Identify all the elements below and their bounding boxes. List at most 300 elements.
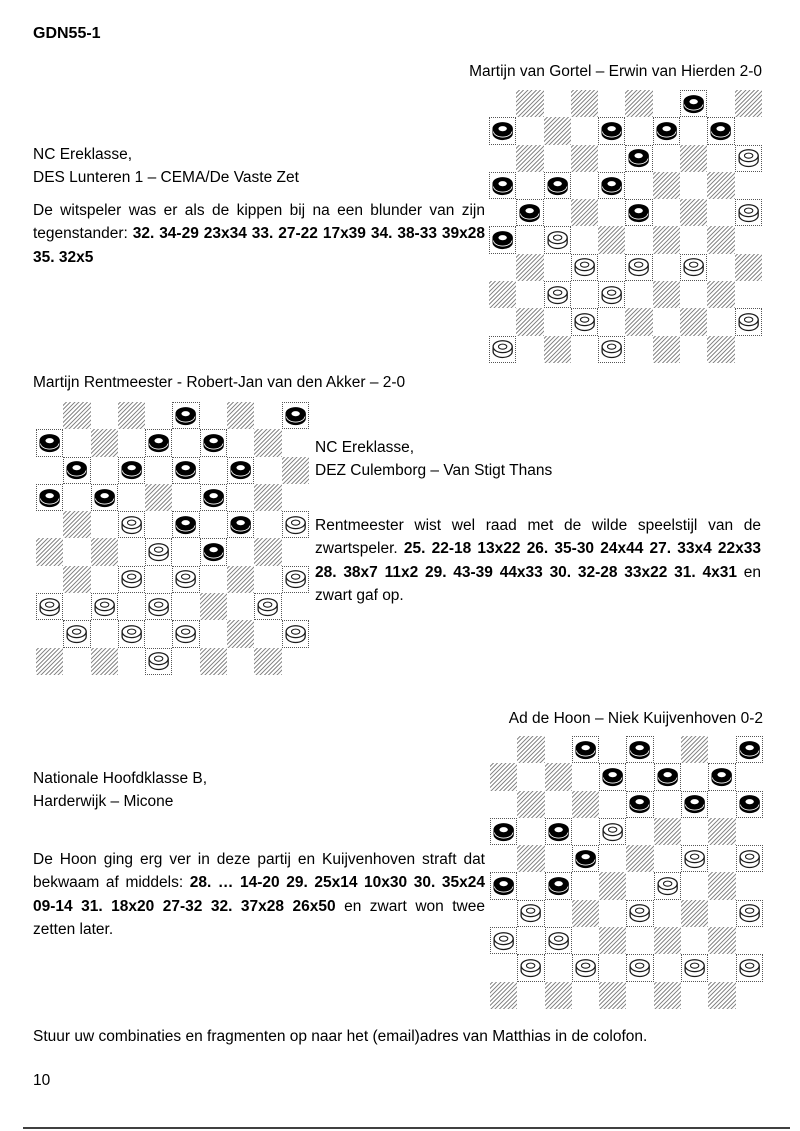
white-piece-icon: [599, 336, 624, 362]
board-square: [571, 172, 598, 199]
board-square: [517, 818, 544, 845]
board-square: [626, 791, 653, 818]
board-square: [516, 308, 543, 335]
board-square: [681, 900, 708, 927]
board-square: [118, 593, 145, 620]
board-square: [707, 308, 734, 335]
board-square: [707, 226, 734, 253]
board-square: [118, 429, 145, 456]
board-square: [145, 457, 172, 484]
board-square: [625, 281, 652, 308]
board-square: [707, 172, 734, 199]
black-piece-icon: [626, 200, 651, 226]
white-piece-icon: [518, 900, 543, 926]
board-square: [490, 736, 517, 763]
board-square: [572, 982, 599, 1009]
game-commentary-3: [33, 848, 485, 942]
board-square: [63, 566, 90, 593]
board-square: [282, 566, 309, 593]
board-square: [545, 872, 572, 899]
board-square: [517, 845, 544, 872]
board-square: [653, 336, 680, 363]
white-piece-icon: [545, 282, 570, 308]
board-square: [200, 511, 227, 538]
board-square: [571, 308, 598, 335]
black-piece-icon: [627, 737, 652, 763]
board-square: [545, 763, 572, 790]
board-square: [572, 927, 599, 954]
black-piece-icon: [655, 764, 680, 790]
white-piece-icon: [737, 846, 762, 872]
match-line: DES Lunteren 1 – CEMA/De Vaste Zet: [33, 169, 299, 186]
black-piece-icon: [201, 539, 226, 565]
draughts-board-1: [489, 90, 762, 363]
board-square: [708, 763, 735, 790]
board-square: [598, 90, 625, 117]
board-square: [599, 791, 626, 818]
board-square: [227, 620, 254, 647]
board-square: [517, 927, 544, 954]
board-square: [545, 818, 572, 845]
game-caption-1: Martijn van Gortel – Erwin van Hierden 2-0: [469, 63, 762, 80]
board-square: [490, 872, 517, 899]
board-square: [282, 538, 309, 565]
board-square: [654, 982, 681, 1009]
board-square: [200, 593, 227, 620]
board-square: [227, 429, 254, 456]
game-meta-1: [33, 143, 299, 189]
board-square: [653, 281, 680, 308]
board-square: [653, 226, 680, 253]
board-square: [517, 900, 544, 927]
board-square: [36, 593, 63, 620]
competition-line: NC Ereklasse,: [315, 439, 415, 456]
board-square: [200, 620, 227, 647]
board-square: [681, 818, 708, 845]
board-square: [625, 308, 652, 335]
board-square: [36, 620, 63, 647]
board-square: [735, 254, 762, 281]
board-square: [681, 791, 708, 818]
board-square: [736, 982, 763, 1009]
board-square: [172, 566, 199, 593]
black-piece-icon: [37, 485, 62, 511]
black-piece-icon: [573, 846, 598, 872]
board-square: [680, 145, 707, 172]
board-square: [545, 900, 572, 927]
board-square: [118, 457, 145, 484]
board-square: [680, 90, 707, 117]
board-square: [572, 845, 599, 872]
board-square: [63, 620, 90, 647]
board-square: [707, 281, 734, 308]
white-piece-icon: [146, 648, 171, 674]
white-piece-icon: [283, 566, 308, 592]
board-square: [598, 117, 625, 144]
white-piece-icon: [600, 819, 625, 845]
black-piece-icon: [119, 457, 144, 483]
board-square: [254, 620, 281, 647]
board-square: [489, 281, 516, 308]
board-square: [681, 736, 708, 763]
board-square: [118, 648, 145, 675]
board-square: [227, 511, 254, 538]
white-piece-icon: [146, 539, 171, 565]
white-piece-icon: [518, 955, 543, 981]
black-piece-icon: [146, 430, 171, 456]
white-piece-icon: [546, 928, 571, 954]
board-square: [544, 226, 571, 253]
board-square: [172, 511, 199, 538]
board-square: [91, 402, 118, 429]
board-square: [145, 402, 172, 429]
board-square: [626, 954, 653, 981]
board-square: [599, 845, 626, 872]
black-piece-icon: [681, 91, 706, 117]
board-square: [145, 538, 172, 565]
white-piece-icon: [682, 955, 707, 981]
moves-notation: 28. … 14-20 29. 25x14 10x30 30. 35x24 09-14 31. 18x20 27-32 32. 37x28 26x50: [33, 874, 485, 915]
black-piece-icon: [626, 145, 651, 171]
board-square: [118, 402, 145, 429]
board-square: [227, 648, 254, 675]
board-square: [63, 484, 90, 511]
board-square: [654, 736, 681, 763]
board-square: [489, 90, 516, 117]
board-square: [626, 900, 653, 927]
game-caption-3: Ad de Hoon – Niek Kuijvenhoven 0-2: [508, 710, 763, 727]
board-square: [707, 254, 734, 281]
board-square: [516, 145, 543, 172]
board-square: [200, 429, 227, 456]
black-piece-icon: [600, 764, 625, 790]
board-square: [735, 117, 762, 144]
board-square: [680, 172, 707, 199]
white-piece-icon: [627, 900, 652, 926]
white-piece-icon: [736, 200, 761, 226]
board-square: [489, 308, 516, 335]
board-square: [91, 457, 118, 484]
board-square: [517, 982, 544, 1009]
board-square: [599, 763, 626, 790]
white-piece-icon: [737, 900, 762, 926]
board-square: [708, 954, 735, 981]
board-square: [681, 763, 708, 790]
board-square: [736, 900, 763, 927]
board-square: [598, 308, 625, 335]
white-piece-icon: [627, 955, 652, 981]
board-square: [91, 566, 118, 593]
board-square: [516, 117, 543, 144]
board-square: [571, 226, 598, 253]
board-square: [254, 402, 281, 429]
game-meta-2: [315, 436, 552, 482]
page-number: 10: [33, 1072, 51, 1089]
board-square: [545, 791, 572, 818]
board-square: [654, 818, 681, 845]
board-square: [707, 199, 734, 226]
board-square: [36, 538, 63, 565]
board-square: [227, 566, 254, 593]
board-square: [626, 818, 653, 845]
board-square: [545, 845, 572, 872]
game-caption-2: Martijn Rentmeester - Robert-Jan van den Akker – 2-0: [33, 374, 406, 391]
board-square: [598, 199, 625, 226]
white-piece-icon: [736, 309, 761, 335]
board-square: [254, 566, 281, 593]
white-piece-icon: [572, 254, 597, 280]
board-square: [172, 402, 199, 429]
board-square: [654, 845, 681, 872]
board-square: [654, 763, 681, 790]
board-square: [145, 511, 172, 538]
game-commentary-1: [33, 199, 485, 269]
board-square: [681, 982, 708, 1009]
white-piece-icon: [682, 846, 707, 872]
commentary-tail: en zwart gaf op.: [315, 563, 761, 605]
board-square: [254, 511, 281, 538]
board-square: [227, 402, 254, 429]
board-square: [545, 954, 572, 981]
board-square: [227, 593, 254, 620]
board-square: [736, 954, 763, 981]
white-piece-icon: [119, 512, 144, 538]
white-piece-icon: [572, 309, 597, 335]
board-square: [708, 982, 735, 1009]
board-square: [63, 402, 90, 429]
board-square: [36, 429, 63, 456]
board-square: [517, 872, 544, 899]
board-square: [653, 172, 680, 199]
board-square: [63, 457, 90, 484]
white-piece-icon: [626, 254, 651, 280]
board-square: [736, 763, 763, 790]
white-piece-icon: [64, 621, 89, 647]
board-square: [625, 145, 652, 172]
board-square: [625, 172, 652, 199]
board-square: [598, 336, 625, 363]
board-square: [572, 791, 599, 818]
game-meta-3: [33, 767, 207, 813]
match-line: DEZ Culemborg – Van Stigt Thans: [315, 462, 553, 479]
commentary-lead: De witspeler was er als de kippen bij na een blunder van zijn tegenstander:: [33, 202, 485, 243]
board-square: [91, 538, 118, 565]
board-square: [735, 336, 762, 363]
board-square: [708, 845, 735, 872]
board-square: [626, 927, 653, 954]
black-piece-icon: [490, 227, 515, 253]
board-square: [544, 145, 571, 172]
black-piece-icon: [201, 485, 226, 511]
board-square: [625, 117, 652, 144]
board-square: [654, 872, 681, 899]
match-line: Harderwijk – Micone: [33, 793, 174, 810]
board-square: [708, 927, 735, 954]
white-piece-icon: [681, 254, 706, 280]
board-square: [625, 199, 652, 226]
board-square: [653, 254, 680, 281]
board-square: [489, 254, 516, 281]
board-square: [571, 90, 598, 117]
board-square: [282, 484, 309, 511]
board-square: [708, 900, 735, 927]
board-square: [599, 872, 626, 899]
board-square: [91, 620, 118, 647]
black-piece-icon: [173, 403, 198, 429]
board-square: [172, 593, 199, 620]
board-square: [516, 172, 543, 199]
board-square: [735, 90, 762, 117]
board-square: [598, 172, 625, 199]
board-square: [681, 872, 708, 899]
board-square: [571, 254, 598, 281]
board-square: [489, 226, 516, 253]
board-square: [707, 145, 734, 172]
board-square: [254, 648, 281, 675]
white-piece-icon: [737, 955, 762, 981]
board-square: [91, 648, 118, 675]
board-square: [626, 763, 653, 790]
board-square: [145, 620, 172, 647]
board-square: [282, 511, 309, 538]
board-square: [653, 199, 680, 226]
black-piece-icon: [737, 791, 762, 817]
draughts-board-2: [36, 402, 309, 675]
board-square: [599, 900, 626, 927]
commentary-tail: en zwart won twee zetten later.: [33, 897, 485, 939]
board-square: [735, 226, 762, 253]
board-square: [36, 566, 63, 593]
competition-line: NC Ereklasse,: [33, 146, 133, 163]
board-square: [490, 982, 517, 1009]
board-square: [735, 308, 762, 335]
black-piece-icon: [545, 173, 570, 199]
board-square: [735, 145, 762, 172]
white-piece-icon: [491, 928, 516, 954]
board-square: [36, 457, 63, 484]
board-square: [625, 336, 652, 363]
board-square: [707, 90, 734, 117]
board-square: [91, 484, 118, 511]
board-square: [598, 145, 625, 172]
board-square: [254, 593, 281, 620]
board-square: [654, 900, 681, 927]
black-piece-icon: [627, 791, 652, 817]
black-piece-icon: [573, 737, 598, 763]
board-square: [708, 736, 735, 763]
board-square: [680, 226, 707, 253]
board-square: [91, 429, 118, 456]
board-square: [145, 593, 172, 620]
board-square: [200, 457, 227, 484]
board-square: [36, 484, 63, 511]
board-square: [490, 927, 517, 954]
bottom-rule: [23, 1127, 790, 1129]
board-square: [572, 954, 599, 981]
board-square: [517, 791, 544, 818]
black-piece-icon: [490, 118, 515, 144]
board-square: [63, 538, 90, 565]
board-square: [571, 117, 598, 144]
board-square: [490, 845, 517, 872]
white-piece-icon: [255, 594, 280, 620]
white-piece-icon: [146, 594, 171, 620]
board-square: [516, 254, 543, 281]
board-square: [517, 736, 544, 763]
board-square: [282, 457, 309, 484]
black-piece-icon: [737, 737, 762, 763]
board-square: [598, 281, 625, 308]
board-square: [118, 484, 145, 511]
board-square: [654, 927, 681, 954]
board-square: [254, 429, 281, 456]
white-piece-icon: [119, 566, 144, 592]
black-piece-icon: [228, 512, 253, 538]
board-square: [490, 900, 517, 927]
white-piece-icon: [490, 336, 515, 362]
board-square: [172, 484, 199, 511]
board-square: [736, 818, 763, 845]
board-square: [626, 872, 653, 899]
board-square: [172, 648, 199, 675]
board-square: [172, 538, 199, 565]
board-square: [707, 117, 734, 144]
board-square: [544, 254, 571, 281]
board-square: [36, 402, 63, 429]
board-square: [517, 763, 544, 790]
white-piece-icon: [283, 512, 308, 538]
black-piece-icon: [491, 873, 516, 899]
board-square: [572, 900, 599, 927]
board-square: [625, 90, 652, 117]
board-square: [571, 145, 598, 172]
board-square: [63, 593, 90, 620]
board-square: [599, 982, 626, 1009]
board-square: [653, 145, 680, 172]
board-square: [544, 281, 571, 308]
black-piece-icon: [682, 791, 707, 817]
white-piece-icon: [283, 621, 308, 647]
board-square: [517, 954, 544, 981]
board-square: [736, 736, 763, 763]
board-square: [145, 484, 172, 511]
board-square: [545, 736, 572, 763]
board-square: [680, 117, 707, 144]
board-square: [490, 791, 517, 818]
board-square: [544, 117, 571, 144]
board-square: [227, 484, 254, 511]
board-square: [680, 254, 707, 281]
board-square: [544, 90, 571, 117]
black-piece-icon: [491, 819, 516, 845]
board-square: [63, 648, 90, 675]
board-square: [654, 791, 681, 818]
board-square: [571, 281, 598, 308]
board-square: [653, 90, 680, 117]
black-piece-icon: [490, 173, 515, 199]
board-square: [282, 648, 309, 675]
page-header: GDN55-1: [33, 25, 101, 42]
black-piece-icon: [228, 457, 253, 483]
board-square: [91, 593, 118, 620]
black-piece-icon: [599, 173, 624, 199]
board-square: [626, 736, 653, 763]
board-square: [736, 927, 763, 954]
board-square: [516, 281, 543, 308]
board-square: [227, 457, 254, 484]
board-square: [118, 620, 145, 647]
black-piece-icon: [708, 118, 733, 144]
